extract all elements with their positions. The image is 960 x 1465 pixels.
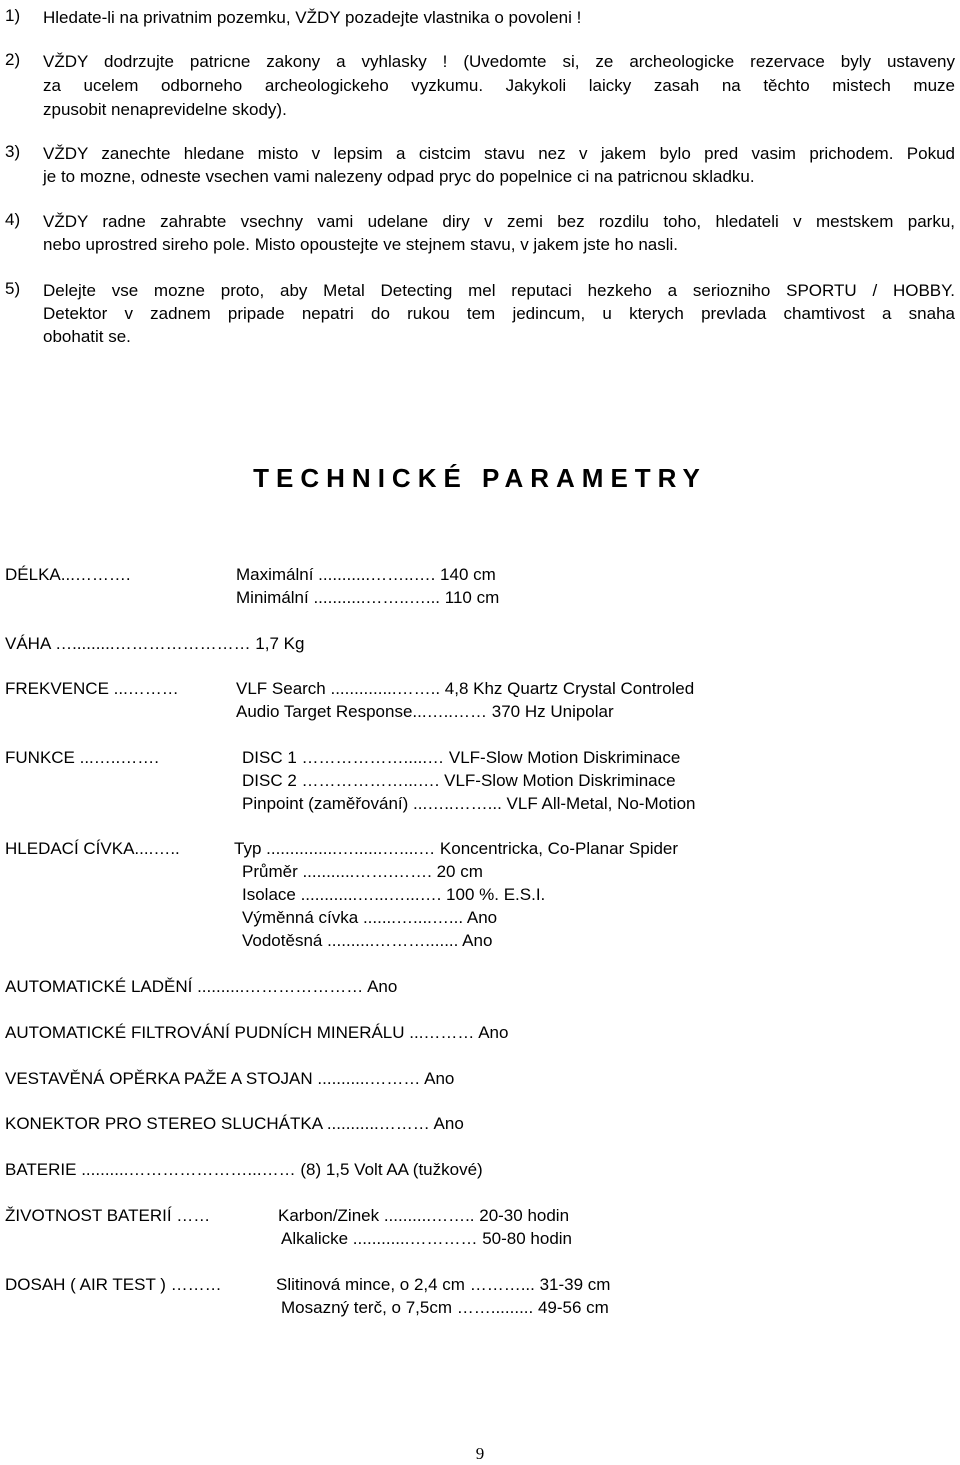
funkce-disc2: DISC 2 ………………...…. VLF-Slow Motion Diskriminace xyxy=(242,771,676,790)
frekvence-vlf: VLF Search ..............…….. 4,8 Khz Quartz Crystal Controled xyxy=(236,679,695,698)
zivotnost-alkalicke: Alkalicke ............………… 50-80 hodin xyxy=(281,1229,573,1248)
rule-number: 4) xyxy=(5,210,21,229)
rule-text-line: je to mozne, odneste vsechen vami nalezeny odpad pryc do popelnice ci na patricnou skladku. xyxy=(43,167,755,186)
funkce-disc1: DISC 1 ……………….....… VLF-Slow Motion Diskriminace xyxy=(242,748,681,767)
automaticke-ladeni: AUTOMATICKÉ LADĚNÍ ..........………………… Ano xyxy=(5,977,398,996)
funkce-label: FUNKCE ...…..……. xyxy=(5,748,159,767)
rule-number: 1) xyxy=(5,6,21,25)
civka-vymenna: Výměnná cívka .......…....…... Ano xyxy=(242,908,498,927)
civka-label: HLEDACÍ CÍVKA....….. xyxy=(5,839,180,858)
rule-number: 5) xyxy=(5,279,21,298)
dosah-terc: Mosazný terč, o 7,5cm ……......... 49-56 cm xyxy=(281,1298,609,1317)
delka-max: Maximální ...........……..…. 140 cm xyxy=(236,565,496,584)
zivotnost-label: ŽIVOTNOST BATERIÍ …… xyxy=(5,1206,211,1225)
rule-text-line: za ucelem odborneho archeologickeho vyzkumu. Jakykoli laicky zasah na těchto mistech muze xyxy=(43,76,955,95)
frekvence-label: FREKVENCE ...……… xyxy=(5,679,179,698)
vaha: VÁHA ….........…………………… 1,7 Kg xyxy=(5,634,305,653)
rule-text-line: obohatit se. xyxy=(43,327,131,346)
rule-text-line: VŽDY radne zahrabte vsechny vami udelane diry v zemi bez rozdilu toho, hledateli v mestskem parku, xyxy=(43,212,955,231)
zivotnost-karbon: Karbon/Zinek ..........…….. 20-30 hodin xyxy=(278,1206,570,1225)
rule-text-line: Detektor v zadnem pripade nepatri do rukou tem jedincum, u kterych prevlada chamtivost a snaha xyxy=(43,304,955,323)
page-number: 9 xyxy=(475,1444,485,1463)
rule-text-line: nebo uprostred sireho pole. Misto opoustejte ve stejnem stavu, v jakem jste ho nasli. xyxy=(43,235,679,254)
frekvence-audio: Audio Target Response...…..…… 370 Hz Unipolar xyxy=(236,702,614,721)
rule-text-line: Delejte vse mozne proto, aby Metal Detecting mel reputaci hezkeho a seriozniho SPORTU / HOBBY. xyxy=(43,281,955,300)
rule-text-line: VŽDY zanechte hledane misto v lepsim a cistcim stavu nez v jakem bylo pred vasim prichodem. Pokud xyxy=(43,144,955,163)
section-title: TECHNICKÉ PARAMETRY xyxy=(253,463,707,493)
funkce-pinpoint: Pinpoint (zaměřování) ...…..……... VLF All-Metal, No-Motion xyxy=(242,794,696,813)
konektor: KONEKTOR PRO STEREO SLUCHÁTKA ...........……… Ano xyxy=(5,1114,464,1133)
delka-label: DÉLKA...………. xyxy=(5,565,131,584)
civka-typ: Typ ...............…......…....… Koncentricka, Co-Planar Spider xyxy=(234,839,679,858)
filtrovani: AUTOMATICKÉ FILTROVÁNÍ PUDNÍCH MINERÁLU ...……… Ano xyxy=(5,1023,509,1042)
dosah-mince: Slitinová mince, o 2,4 cm ………... 31-39 cm xyxy=(276,1275,611,1294)
operka: VESTAVĚNÁ OPĚRKA PAŽE A STOJAN ...........……… Ano xyxy=(5,1069,455,1088)
civka-isolace: Isolace ............…...…...…. 100 %. E.S.I. xyxy=(242,885,546,904)
civka-vodotesna: Vodotěsná ..........………....... Ano xyxy=(242,931,493,950)
rule-text-line: Hledate-li na privatnim pozemku, VŽDY pozadejte vlastnika o povoleni ! xyxy=(43,8,582,27)
delka-min: Minimální ...........……..…... 110 cm xyxy=(236,588,500,607)
rule-number: 3) xyxy=(5,142,21,161)
baterie: BATERIE ..........…………………...…… (8) 1,5 Volt AA (tužkové) xyxy=(5,1160,483,1179)
dosah-label: DOSAH ( AIR TEST ) ……… xyxy=(5,1275,222,1294)
civka-prumer: Průměr ...........…….……. 20 cm xyxy=(242,862,483,881)
rule-number: 2) xyxy=(5,50,21,69)
rule-text-line: zpusobit nenaprevidelne skody). xyxy=(43,100,287,119)
rule-text-line: VŽDY dodrzujte patricne zakony a vyhlasky ! (Uvedomte si, ze archeologicke rezervace byly ustaveny xyxy=(43,52,955,71)
